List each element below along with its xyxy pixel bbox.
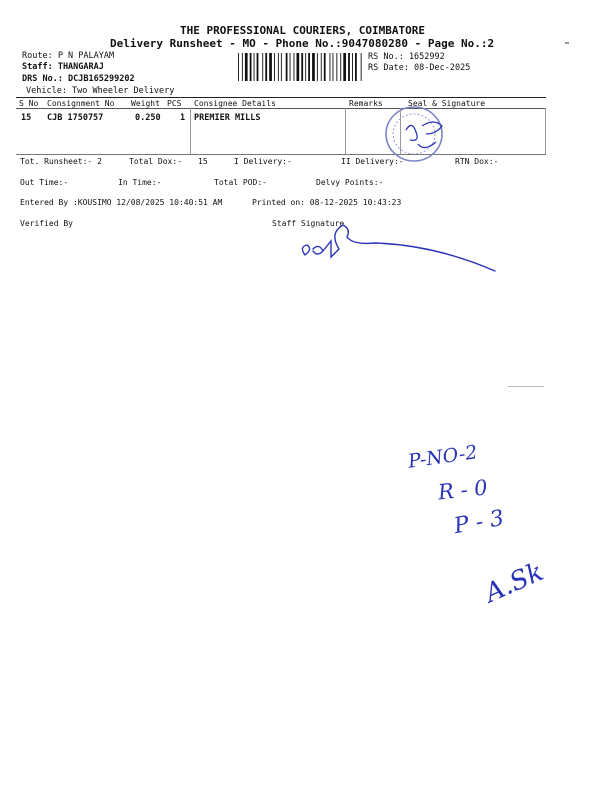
- cell-sno: 15: [21, 113, 32, 123]
- handwritten-page-no: P-NO-2: [406, 441, 479, 473]
- staff-signature-label: Staff Signature: [272, 219, 345, 228]
- barcode-bar: [250, 53, 252, 81]
- handwritten-p: P - 3: [452, 505, 507, 540]
- faint-mark: [508, 386, 544, 387]
- out-time: Out Time:-: [20, 178, 69, 187]
- col-header-pcs: PCS: [167, 99, 182, 108]
- col-header-weight: Weight: [131, 99, 160, 108]
- barcode-bar: [361, 53, 362, 81]
- barcode-bar: [242, 53, 243, 81]
- cell-consignment: CJB 1750757: [47, 113, 104, 123]
- rtn-dox: RTN Dox:-: [455, 157, 499, 166]
- faint-mark: [565, 42, 569, 44]
- printed-on: Printed on: 08-12-2025 10:43:23: [252, 198, 402, 207]
- barcode-bar: [336, 53, 337, 81]
- barcode-bar: [294, 53, 295, 81]
- barcode-bar: [324, 53, 326, 81]
- ii-delivery: II Delivery:-: [341, 157, 404, 166]
- col-header-sno: S No: [19, 99, 39, 108]
- barcode-bar: [312, 53, 315, 81]
- barcode-bar: [265, 53, 267, 81]
- vehicle: Vehicle: Two Wheeler Delivery: [26, 86, 175, 96]
- barcode-bar: [301, 53, 303, 81]
- entered-by: Entered By :KOUSIMO 12/08/2025 10:40:51 AM: [20, 198, 223, 207]
- barcode-bar: [245, 53, 248, 81]
- rs-number: RS No.: 1652992: [368, 52, 445, 62]
- barcode-bar: [321, 53, 322, 81]
- barcode-image: [237, 53, 363, 81]
- barcode-bar: [330, 53, 331, 81]
- barcode-bar: [297, 53, 300, 81]
- cell-pcs: 1: [180, 113, 186, 123]
- barcode-bar: [238, 53, 239, 81]
- handwritten-r: R - 0: [436, 475, 489, 505]
- barcode-bar: [343, 53, 346, 81]
- delvy-points: Delvy Points:-: [316, 178, 384, 187]
- runsheet-subtitle: Delivery Runsheet - MO - Phone No.:9047080280 - Page No.:2: [110, 37, 495, 50]
- col-divider: [545, 108, 546, 154]
- table-top-rule: [16, 97, 546, 98]
- barcode-bar: [262, 53, 263, 81]
- route: Route: P N PALAYAM: [22, 51, 115, 61]
- barcode-bar: [340, 53, 341, 81]
- barcode-bar: [317, 53, 318, 81]
- col-divider: [190, 108, 191, 154]
- tot-runsheet: Tot. Runsheet:- 2: [20, 157, 102, 166]
- staff: Staff: THANGARAJ: [22, 62, 104, 72]
- total-dox-label: Total Dox:-: [129, 157, 182, 166]
- col-header-consignment: Consignment No: [47, 99, 115, 108]
- i-delivery: I Delivery:-: [234, 157, 292, 166]
- barcode-bar: [257, 53, 259, 81]
- barcode-bar: [286, 53, 288, 81]
- col-header-consignee: Consignee Details: [194, 99, 276, 108]
- barcode-bar: [290, 53, 291, 81]
- col-divider: [345, 108, 346, 154]
- barcode-bar: [308, 53, 310, 81]
- handwritten-initials: A.Sk: [480, 556, 549, 610]
- rs-date: RS Date: 08-Dec-2025: [368, 63, 471, 73]
- barcode-bar: [254, 53, 255, 81]
- drs-number: DRS No.: DCJB165299202: [22, 74, 135, 84]
- cell-consignee: PREMIER MILLS: [194, 113, 261, 123]
- barcode-bar: [355, 53, 357, 81]
- company-title: THE PROFESSIONAL COURIERS, COIMBATORE: [180, 24, 426, 37]
- col-header-seal: Seal & Signature: [408, 99, 486, 108]
- barcode-bar: [278, 53, 279, 81]
- barcode-bar: [348, 53, 350, 81]
- cell-weight: 0.250: [135, 113, 161, 123]
- barcode-bar: [333, 53, 334, 81]
- barcode-bar: [281, 53, 282, 81]
- staff-signature: [295, 215, 535, 285]
- barcode-bar: [305, 53, 306, 81]
- barcode-bar: [352, 53, 353, 81]
- barcode-bar: [269, 53, 272, 81]
- verified-by: Verified By: [20, 219, 73, 228]
- barcode-bar: [274, 53, 275, 81]
- table-bottom-rule: [16, 154, 546, 155]
- total-pod: Total POD:-: [214, 178, 267, 187]
- total-dox-value: 15: [198, 157, 208, 166]
- table-header-rule: [16, 108, 546, 109]
- in-time: In Time:-: [118, 178, 162, 187]
- col-header-remarks: Remarks: [349, 99, 383, 108]
